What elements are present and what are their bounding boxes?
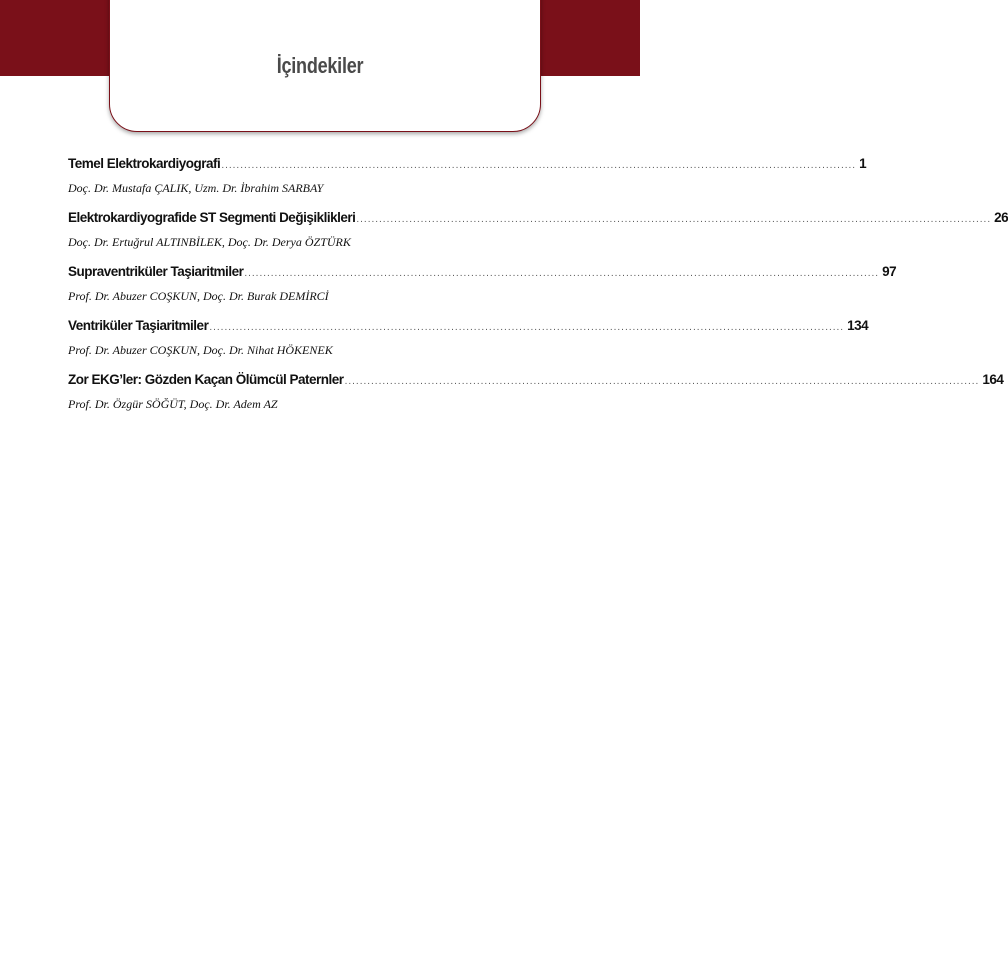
toc-entry-title: Supraventriküler Taşiaritmiler <box>68 264 244 279</box>
toc-entry[interactable] <box>68 372 1004 426</box>
toc-entry-authors: Doç. Dr. Ertuğrul ALTINBİLEK, Doç. Dr. Derya ÖZTÜRK <box>68 235 351 249</box>
toc-entry[interactable] <box>68 318 869 372</box>
toc-entry-title: Zor EKG’ler: Gözden Kaçan Ölümcül Paternler <box>68 372 344 387</box>
dot-leader: ........................................................................................................................................................................ <box>244 268 880 279</box>
toc-entry-page: 1 <box>859 156 867 171</box>
toc-entry-title: Temel Elektrokardiyografi <box>68 156 221 171</box>
toc-entry-page: 164 <box>982 372 1004 387</box>
page-title: İçindekiler <box>276 53 364 78</box>
toc-entry-page: 134 <box>847 318 869 333</box>
toc-entry-page: 97 <box>882 264 897 279</box>
toc-entry[interactable] <box>68 210 1008 264</box>
toc-entry-authors: Doç. Dr. Mustafa ÇALIK, Uzm. Dr. İbrahim SARBAY <box>68 181 324 195</box>
table-of-contents <box>68 156 1008 426</box>
dot-leader: ........................................................................................................................................................................ <box>221 160 857 171</box>
toc-entry-title: Elektrokardiyografide ST Segmenti Değişiklikleri <box>68 210 356 225</box>
toc-entry-row <box>68 372 1004 394</box>
dot-leader: ........................................................................................................................................................................ <box>356 214 992 225</box>
dot-leader: ........................................................................................................................................................................ <box>344 376 980 387</box>
toc-entry-title: Ventriküler Taşiaritmiler <box>68 318 209 333</box>
toc-entry-row <box>68 210 1008 232</box>
dot-leader: ........................................................................................................................................................................ <box>209 322 845 333</box>
toc-entry-authors: Prof. Dr. Abuzer COŞKUN, Doç. Dr. Burak DEMİRCİ <box>68 289 329 303</box>
toc-entry-authors: Prof. Dr. Abuzer COŞKUN, Doç. Dr. Nihat HÖKENEK <box>68 343 333 357</box>
toc-entry[interactable] <box>68 264 897 318</box>
toc-entry-row <box>68 318 869 340</box>
toc-entry-row <box>68 264 897 286</box>
toc-entry[interactable] <box>68 156 867 210</box>
toc-entry-authors: Prof. Dr. Özgür SÖĞÜT, Doç. Dr. Adem AZ <box>68 397 278 411</box>
toc-entry-page: 26 <box>994 210 1008 225</box>
toc-entry-row <box>68 156 867 178</box>
